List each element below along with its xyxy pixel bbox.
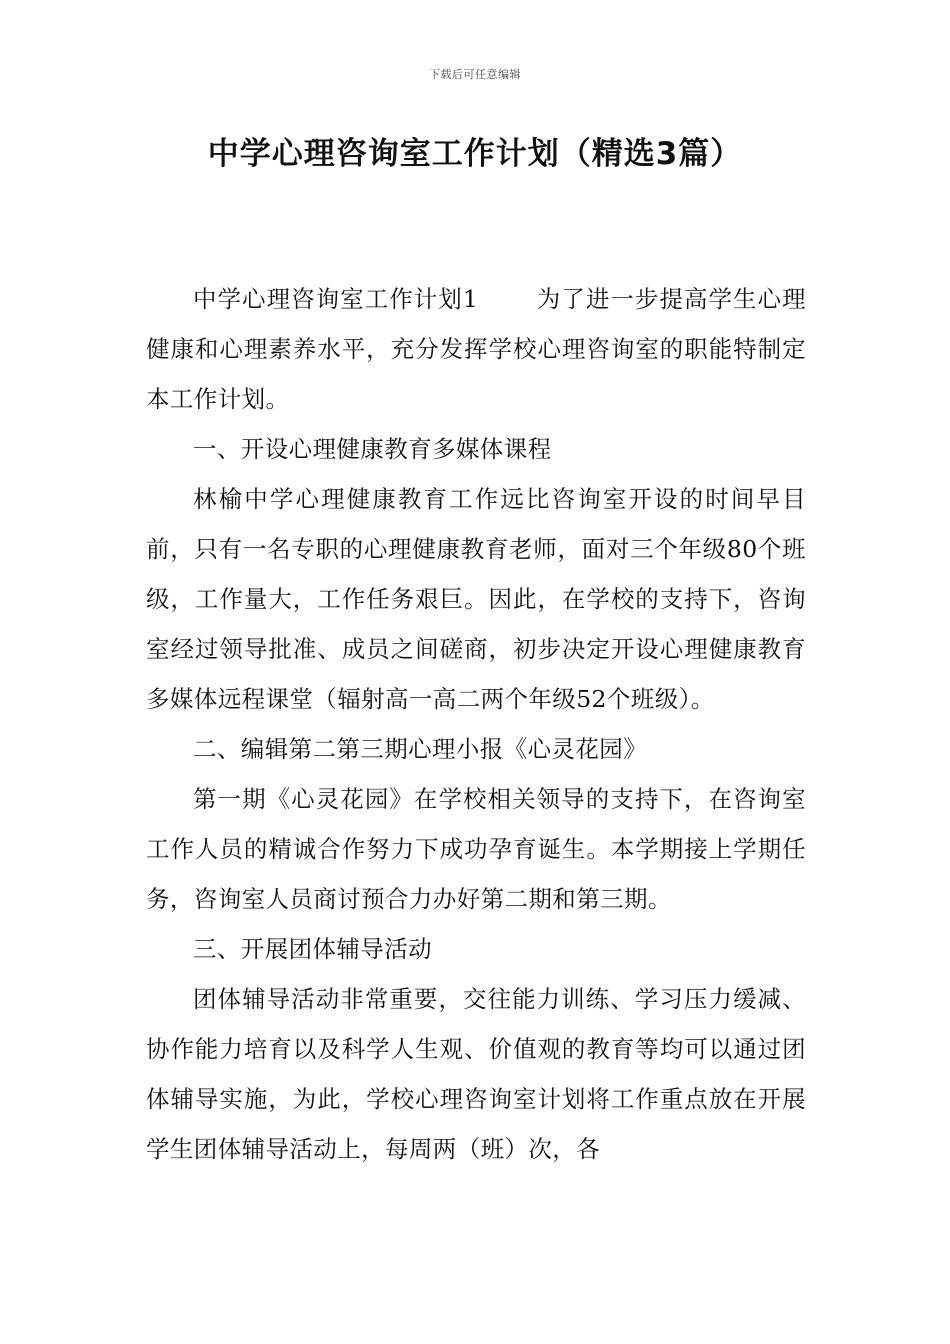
section-3-heading: 三、开展团体辅导活动	[193, 935, 432, 963]
section-2-heading: 二、编辑第二第三期心理小报《心灵花园》	[193, 735, 648, 763]
section-1-heading: 一、开设心理健康教育多媒体课程	[193, 435, 552, 463]
header-note: 下载后可任意编辑	[429, 68, 521, 81]
section-1-body: 林榆中学心理健康教育工作远比咨询室开设的时间早目前，只有一名专职的心理健康教育老师，面对三个年级80个班级，工作量大，工作任务艰巨。因此，在学校的支持下，咨询室经过领导批准、成员之间磋商，初步决定开设心理健康教育多媒体远程课堂（辐射高一高二两个年级52个班级）。	[146, 485, 806, 713]
intro-heading: 中学心理咨询室工作计划1	[193, 285, 479, 313]
intro-paragraph	[146, 274, 806, 424]
document-body	[146, 274, 806, 1174]
intro-text: 为了进一步提高学生心理健康和心理素养水平，充分发挥学校心理咨询室的职能特制定本工作计划。	[146, 285, 806, 413]
document-title: 中学心理咨询室工作计划（精选3篇）	[207, 136, 743, 172]
section-2-body: 第一期《心灵花园》在学校相关领导的支持下，在咨询室工作人员的精诚合作努力下成功孕育诞生。本学期接上学期任务，咨询室人员商讨预合力办好第二期和第三期。	[146, 785, 806, 913]
section-3-body: 团体辅导活动非常重要，交往能力训练、学习压力缓减、协作能力培育以及科学人生观、价值观的教育等均可以通过团体辅导实施，为此，学校心理咨询室计划将工作重点放在开展学生团体辅导活动上，每周两（班）次，各	[146, 985, 806, 1163]
